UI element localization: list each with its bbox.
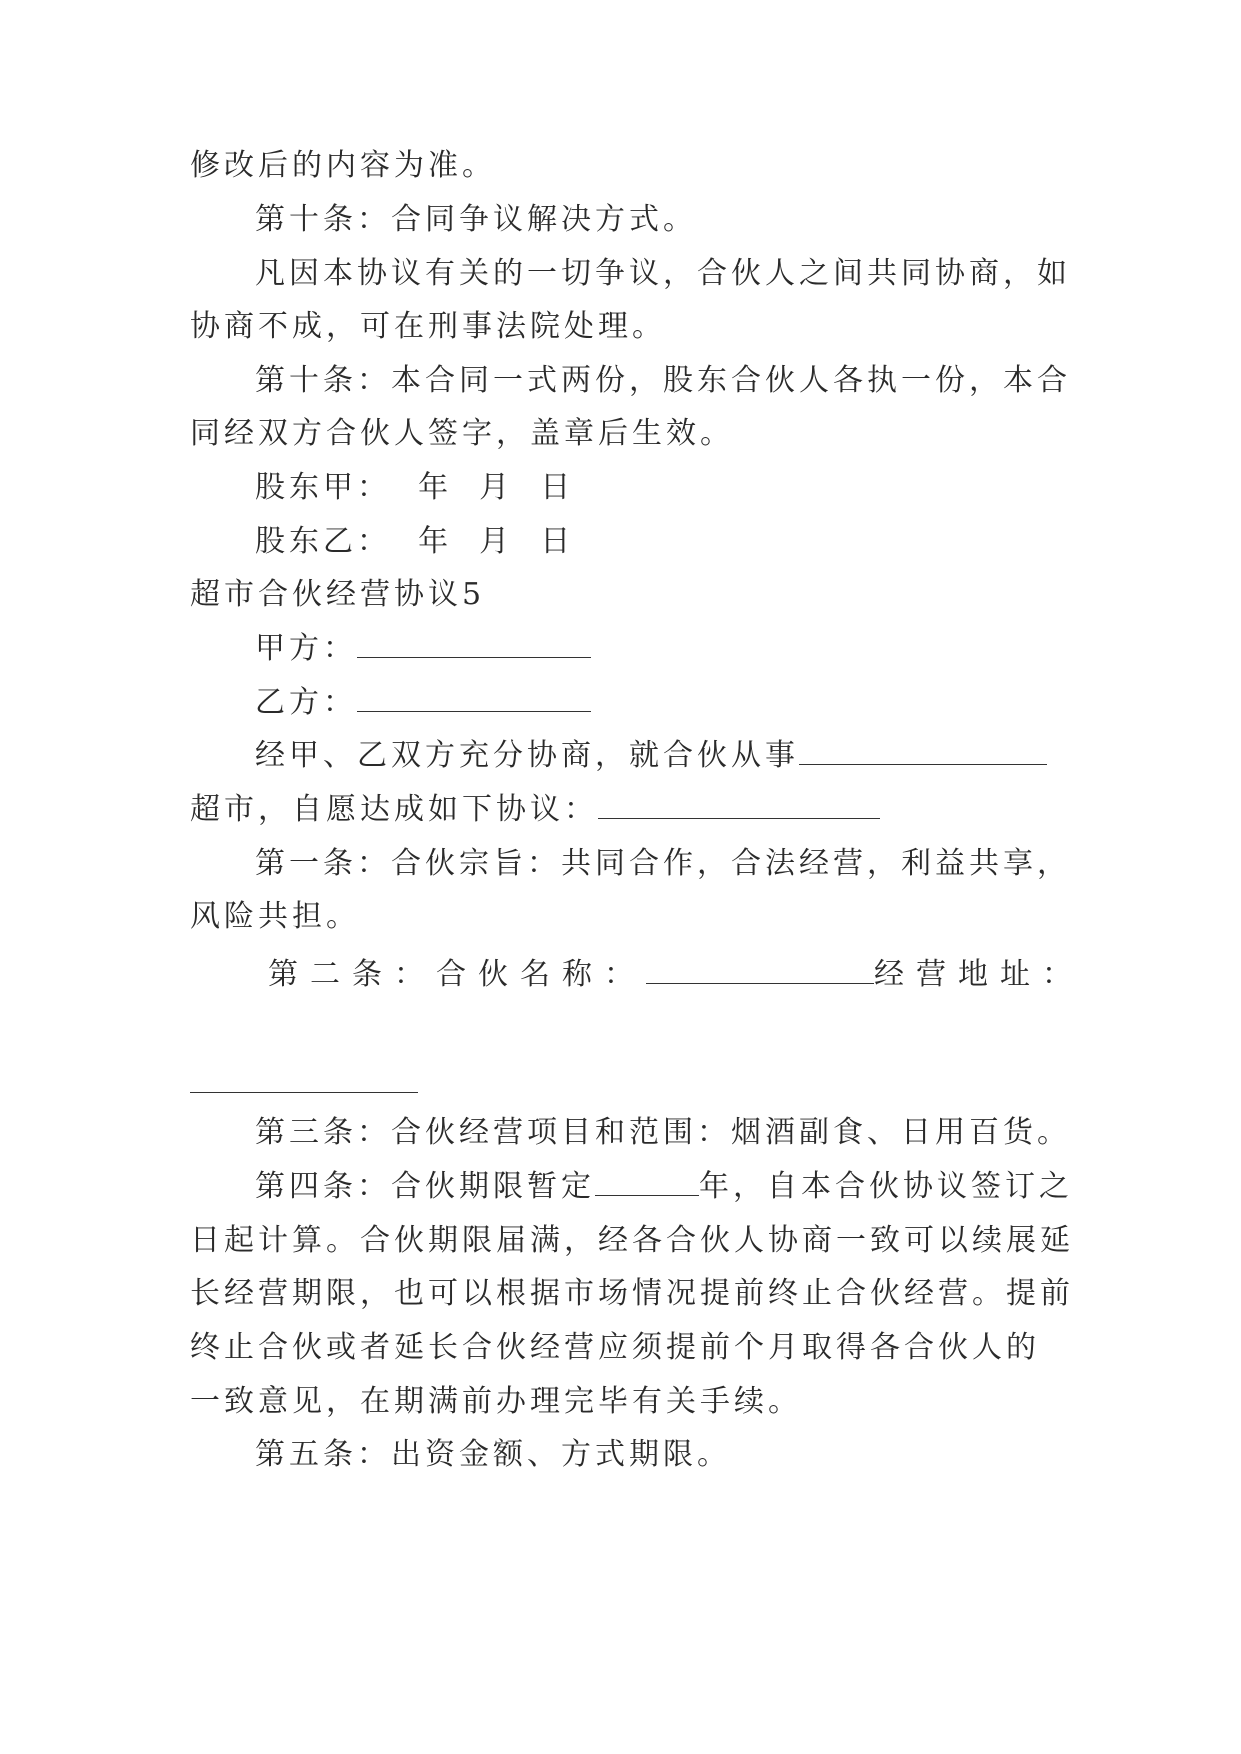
text-line: 同经双方合伙人签字，盖章后生效。 (190, 416, 734, 451)
text-line: 修改后的内容为准。 (190, 148, 496, 183)
party-a-label: 甲方： (255, 631, 357, 666)
text-line: 风险共担。 (190, 899, 360, 934)
party-b-line (255, 683, 591, 723)
article-4: 第四条：合伙期限暂定 年，自本合伙协议签订之 (255, 1169, 1073, 1204)
text-line: 终止合伙或者延长合伙经营应须提前个月取得各合伙人的 (190, 1330, 1040, 1365)
party-a-blank (357, 630, 591, 658)
text-line: 日起计算。合伙期限届满，经各合伙人协商一致可以续展延 (190, 1223, 1074, 1258)
article-3: 第三条：合伙经营项目和范围：烟酒副食、日用百货。 (255, 1115, 1071, 1150)
text-line: 第十条：本合同一式两份，股东合伙人各执一份，本合 (255, 363, 1071, 398)
article-1: 第一条：合伙宗旨：共同合作，合法经营，利益共享， (255, 846, 1071, 881)
text-line: 经甲、乙双方充分协商，就合伙从事 (255, 736, 1047, 776)
agreement-title: 超市合伙经营协议5 (190, 577, 486, 612)
party-b-blank (357, 684, 591, 712)
party-a-line (255, 629, 591, 669)
text-line: 长经营期限，也可以根据市场情况提前终止合伙经营。提前 (190, 1276, 1074, 1311)
agreement-blank (598, 791, 880, 819)
shareholder-a-signature: 股东甲： 年 月 日 (255, 470, 575, 505)
term-years-blank (595, 1168, 699, 1196)
partnership-name-blank (646, 956, 874, 984)
article-10-heading: 第十条：合同争议解决方式。 (255, 202, 697, 237)
article-2: 第二条：合伙名称： 经营地址： (268, 957, 1084, 992)
text-line: 凡因本协议有关的一切争议，合伙人之间共同协商，如 (255, 256, 1071, 291)
text-line: 协商不成，可在刑事法院处理。 (190, 309, 666, 344)
article-5: 第五条：出资金额、方式期限。 (255, 1437, 731, 1472)
business-address-blank (190, 1092, 418, 1093)
business-blank (799, 737, 1047, 765)
text-line: 一致意见，在期满前办理完毕有关手续。 (190, 1384, 802, 1419)
shareholder-b-signature: 股东乙： 年 月 日 (255, 524, 575, 559)
text-line: 超市，自愿达成如下协议： (190, 790, 880, 830)
party-b-label: 乙方： (255, 685, 357, 720)
